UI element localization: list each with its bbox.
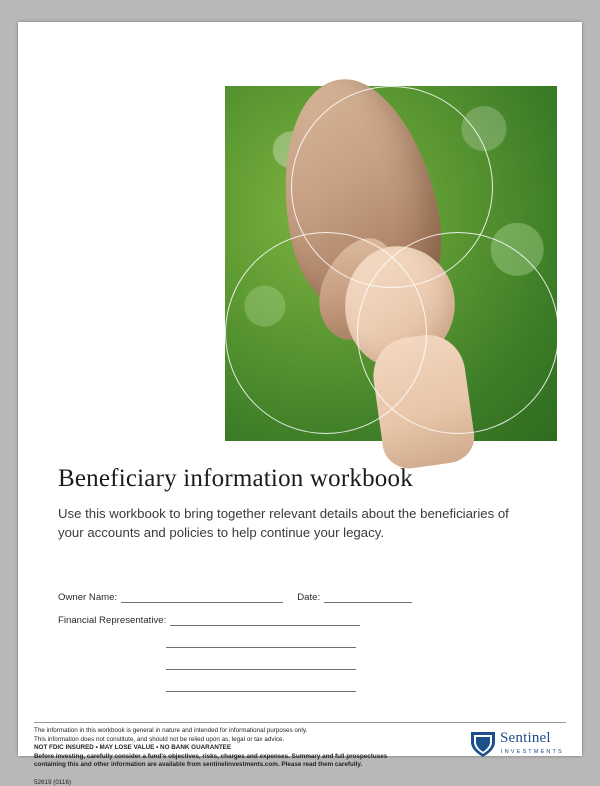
representative-row bbox=[58, 615, 488, 626]
document-page bbox=[18, 22, 582, 786]
financial-representative-input[interactable] bbox=[170, 616, 360, 626]
date-label: Date: bbox=[297, 592, 321, 603]
logo-tagline: INVESTMENTS bbox=[501, 749, 564, 755]
extra-line-input[interactable] bbox=[166, 682, 356, 692]
extra-line-input[interactable] bbox=[166, 638, 356, 648]
logo-name: Sentinel bbox=[500, 730, 551, 746]
extra-line-input[interactable] bbox=[166, 660, 356, 670]
extra-line-row bbox=[58, 638, 488, 648]
owner-row bbox=[58, 592, 488, 603]
hero-circle-right bbox=[357, 232, 557, 432]
owner-form bbox=[58, 592, 488, 704]
footer-disclaimer bbox=[34, 727, 434, 770]
owner-name-input[interactable] bbox=[121, 593, 283, 603]
disclaimer-line-2: This information does not constitute, and should not be relied upon as, legal or tax advice. bbox=[34, 735, 285, 743]
sentinel-logo bbox=[470, 728, 566, 762]
disclaimer-line-1: The information in this workbook is general in nature and intended for informational purposes only. bbox=[34, 727, 308, 734]
shield-icon bbox=[470, 730, 496, 758]
page-subtitle: Use this workbook to bring together relevant details about the beneficiaries of your accounts and policies to help continue your legacy. bbox=[58, 506, 509, 540]
disclaimer-line-5: containing this and other information are available from sentinelinvestments.com. Please read them carefully. bbox=[34, 761, 363, 769]
disclaimer-line-3: NOT FDIC INSURED • MAY LOSE VALUE • NO BANK GUARANTEE bbox=[34, 744, 232, 752]
extra-line-row bbox=[58, 682, 488, 692]
hero-image bbox=[225, 86, 557, 441]
footer-divider bbox=[34, 722, 566, 723]
financial-representative-label: Financial Representative: bbox=[58, 615, 167, 626]
disclaimer-line-4: Before investing, carefully consider a fund's objectives, risks, charges and expenses. Summary and full prospectuses bbox=[34, 752, 388, 760]
child-arm-shape bbox=[368, 330, 477, 472]
owner-name-label: Owner Name: bbox=[58, 592, 118, 603]
date-input[interactable] bbox=[324, 593, 412, 603]
page-title: Beneficiary information workbook bbox=[58, 465, 413, 492]
photo-background bbox=[225, 86, 557, 441]
document-number: 52619 (0116) bbox=[34, 779, 71, 786]
extra-line-row bbox=[58, 660, 488, 670]
